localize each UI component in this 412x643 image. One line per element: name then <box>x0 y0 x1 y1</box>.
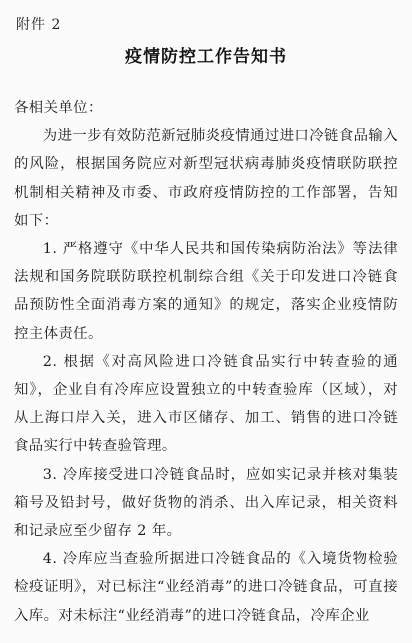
attachment-label: 附件 2 <box>16 17 62 33</box>
paragraph-intro: 为进一步有效防范新冠肺炎疫情通过进口冷链食品输入的风险，根据国务院应对新型冠状病毒肺炎疫情联防联控机制相关精神及市委、市政府疫情防控的工作部署，告知如下： <box>14 128 398 229</box>
document-title: 疫情防控工作告知书 <box>125 47 287 67</box>
document-body <box>14 94 398 630</box>
paragraph-item-3: 3. 冷库接受进口冷链食品时，应如实记录并核对集装箱号及铅封号，做好货物的消杀、出入库记录，相关资料和记录应至少留存 2 年。 <box>14 466 398 540</box>
salutation: 各相关单位： <box>14 100 103 116</box>
paragraph-item-1: 1. 严格遵守《中华人民共和国传染病防治法》等法律法规和国务院联防联控机制综合组《关于印发进口冷链食品预防性全面消毒方案的通知》的规定，落实企业疫情防控主体责任。 <box>14 241 398 342</box>
paragraph-item-4: 4. 冷库应当查验所据进口冷链食品的《入境货物检验检疫证明》，对已标注“业经消毒”的进口冷链食品，可直接入库。对未标注“业经消毒”的进口冷链食品，冷库企业 <box>14 551 398 624</box>
paragraph-item-2: 2. 根据《对高风险进口冷链食品实行中转查验的通知》，企业自有冷库应设置独立的中转查验库（区域），对从上海口岸入关，进入市区储存、加工、销售的进口冷链食品实行中转查验管理。 <box>14 353 398 455</box>
